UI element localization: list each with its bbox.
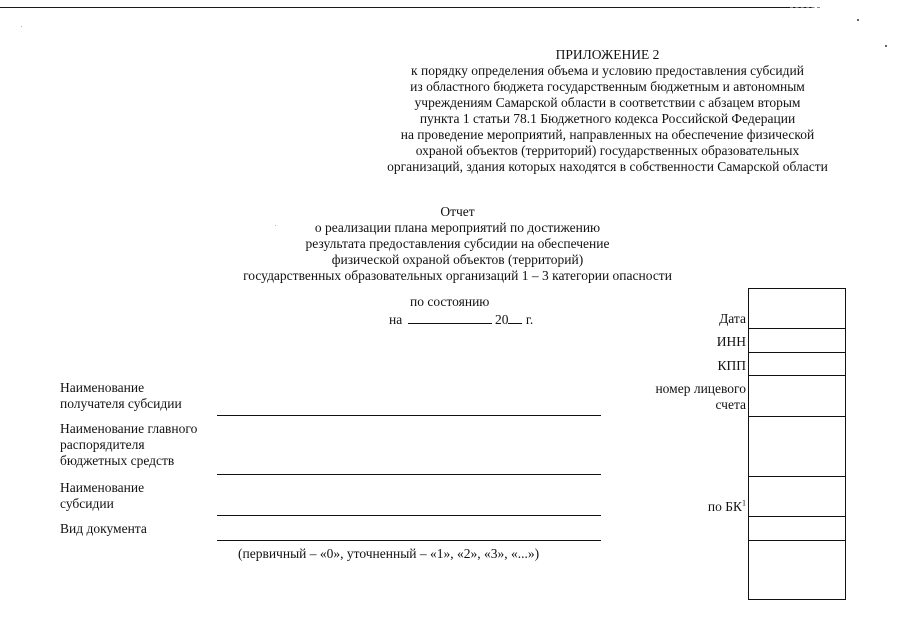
date-on-label: на — [389, 312, 403, 327]
recipient-field[interactable] — [217, 415, 601, 416]
doc-type-field[interactable] — [217, 540, 601, 541]
report-line: результата предоставления субсидии на обеспечение — [305, 236, 610, 251]
bk-code-label — [708, 499, 746, 515]
codes-row-divider — [748, 516, 846, 517]
annex-title: ПРИЛОЖЕНИЕ 2 — [555, 47, 660, 62]
annex-line: к порядку определения объема и условию предоставления субсидий — [411, 63, 804, 78]
annex-line: учреждениям Самарской области в соответствии с абзацем вторым — [414, 95, 801, 110]
top-rule — [0, 7, 812, 8]
subsidy-label-line: субсидии — [60, 496, 114, 511]
codes-row-divider — [748, 352, 846, 353]
bk-footnote-mark: 1 — [742, 498, 746, 508]
bk-label-text: по БК — [707, 499, 742, 514]
report-line: государственных образовательных организаций 1 – 3 категории опасности — [243, 268, 672, 283]
codes-row-divider — [748, 476, 846, 477]
account-label-line: номер лицевого — [655, 381, 746, 396]
doc-type-hint: (первичный – «0», уточненный – «1», «2», «3», «...») — [238, 546, 540, 561]
codes-box — [748, 288, 846, 600]
date-year-blank[interactable] — [508, 311, 522, 324]
recipient-label-line: Наименование — [60, 380, 145, 395]
report-title — [205, 204, 710, 284]
annex-line: охраной объектов (территорий) государственных образовательных — [415, 143, 800, 158]
chief-manager-field[interactable] — [217, 474, 601, 475]
subsidy-label — [60, 480, 144, 512]
annex-line: на проведение мероприятий, направленных на обеспечение физической — [400, 127, 815, 142]
recipient-label — [60, 380, 182, 412]
chief-manager-label-line: Наименование главного — [60, 421, 198, 436]
scan-speck — [885, 45, 887, 47]
top-rule-dash — [790, 7, 820, 8]
report-date-line — [389, 311, 533, 328]
codes-row-divider — [748, 328, 846, 329]
annex-header — [365, 47, 850, 175]
annex-line: пункта 1 статьи 78.1 Бюджетного кодекса Российской Федерации — [419, 111, 796, 126]
codes-row-divider — [748, 375, 846, 376]
date-year-prefix: 20 — [494, 312, 509, 327]
subsidy-label-line: Наименование — [60, 480, 145, 495]
report-line: о реализации плана мероприятий по достижению — [314, 220, 601, 235]
as-of-label: по состоянию — [410, 294, 490, 309]
chief-manager-label-line: бюджетных средств — [60, 453, 175, 468]
report-heading: Отчет — [440, 204, 475, 219]
scan-speck — [275, 225, 276, 226]
scan-speck — [21, 26, 22, 27]
account-label-line: счета — [715, 397, 746, 412]
report-line: физической охраной объектов (территорий) — [331, 252, 584, 267]
doc-type-label: Вид документа — [60, 521, 147, 536]
annex-line: организаций, здания которых находятся в собственности Самарской области — [387, 159, 828, 174]
subsidy-field[interactable] — [217, 515, 601, 516]
scan-speck — [857, 19, 859, 21]
annex-line: из областного бюджета государственным бюджетным и автономным — [410, 79, 805, 94]
recipient-label-line: получателя субсидии — [60, 396, 182, 411]
date-year-suffix: г. — [525, 312, 534, 327]
codes-row-divider — [748, 416, 846, 417]
date-day-month-blank[interactable] — [408, 311, 492, 324]
kpp-code-label: КПП — [717, 358, 746, 373]
date-code-label: Дата — [719, 311, 746, 326]
codes-row-divider — [748, 540, 846, 541]
account-code-label — [655, 381, 746, 413]
inn-code-label: ИНН — [716, 334, 746, 349]
chief-manager-label-line: распорядителя — [60, 437, 145, 452]
chief-manager-label — [60, 421, 197, 469]
